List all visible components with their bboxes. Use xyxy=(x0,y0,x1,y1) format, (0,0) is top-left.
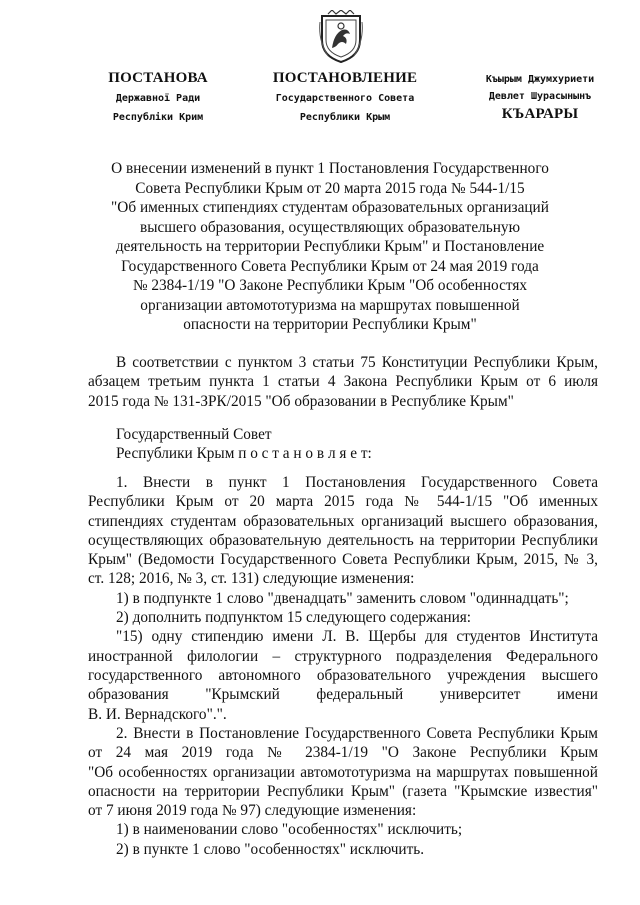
preamble xyxy=(88,353,598,411)
item-1 xyxy=(88,473,598,724)
header-left-line2: Республіки Крим xyxy=(112,112,204,123)
resolution-line: Республики Крым п о с т а н о в л я е т: xyxy=(116,445,372,463)
header-right-title: КЪАРАРЫ xyxy=(501,106,579,122)
title-line: организации автомототуризма на маршрутах повышенной xyxy=(140,296,520,314)
resolution-clause xyxy=(88,425,598,464)
item1-line: стипендиях студентам образовательных организаций высшего образования, xyxy=(88,512,598,530)
item1-subitem-2: 2) дополнить подпунктом 15 следующего содержания: xyxy=(116,609,472,627)
item1-quote-line: иностранной филологии – структурного подразделения Федерального xyxy=(88,647,598,665)
item2-line: опасности на территории Республики Крым" (газета "Крымские известия" xyxy=(88,782,598,800)
item1-line: осуществляющих образовательную деятельность на территории Республики xyxy=(88,531,598,549)
item2-line: от 7 июня 2019 года № 97) следующие изменения: xyxy=(88,802,417,820)
item1-quote-line: государственного автономного образовательного учреждения высшего xyxy=(88,666,598,684)
item-2 xyxy=(88,724,598,859)
header-russian xyxy=(250,70,440,125)
header-ukrainian xyxy=(78,70,238,125)
item1-quote-line: образования "Крымский федеральный университет имени xyxy=(88,686,598,704)
coat-of-arms-emblem xyxy=(318,10,364,64)
header-crimean-tatar xyxy=(460,70,620,123)
header-left-title: ПОСТАНОВА xyxy=(108,70,208,86)
header-right-line1: Къырым Джумхуриети xyxy=(485,74,595,85)
title-line: деятельность на территории Республики Крым" и Постановление xyxy=(115,238,545,255)
item2-line: от 24 мая 2019 года № 2384-1/19 "О Законе Республики Крым xyxy=(88,744,598,762)
resolution-line: Государственный Совет xyxy=(116,426,272,443)
header-center-line2: Республики Крым xyxy=(299,112,391,123)
header-left-line1: Державної Ради xyxy=(115,93,201,104)
title-line: О внесении изменений в пункт 1 Постановления Государственного xyxy=(111,160,549,177)
item1-line: ст. 128; 2016, № 3, ст. 131) следующие изменения: xyxy=(88,570,415,588)
title-line: Государственного Совета Республики Крым от 24 мая 2019 года xyxy=(121,257,539,275)
item1-line: Крым" (Ведомости Государственного Совета Республики Крым, 2015, № 3, xyxy=(88,551,598,569)
title-line: Совета Республики Крым от 20 марта 2015 года № 544-1/15 xyxy=(135,179,525,197)
document-title xyxy=(100,159,560,335)
item2-line: "Об особенностях организации автомототуризма на маршрутах повышенной xyxy=(88,763,598,781)
item2-line: 2. Внести в Постановление Государственного Совета Республики Крым xyxy=(116,725,598,742)
preamble-line: В соответствии с пунктом 3 статьи 75 Конституции Республики Крым, xyxy=(116,354,598,371)
item1-subitem-1: 1) в подпункте 1 слово "двенадцать" заменить словом "одиннадцать"; xyxy=(116,589,569,607)
title-line: высшего образования, осуществляющих образовательную xyxy=(139,218,521,236)
item1-quote-line: В. И. Вернадского".". xyxy=(88,705,227,723)
preamble-line: абзацем третьим пункта 1 статьи 4 Закона Республики Крым от 6 июля xyxy=(88,373,598,391)
item2-subitem-1: 1) в наименовании слово "особенностях" исключить; xyxy=(116,821,463,839)
preamble-line: 2015 года № 131-ЗРК/2015 "Об образовании в Республике Крым" xyxy=(88,392,514,410)
title-line: "Об именных стипендиях студентам образовательных организаций xyxy=(111,199,549,216)
title-line: опасности на территории Республики Крым" xyxy=(183,316,477,333)
header-center-line1: Государственного Совета xyxy=(275,93,415,104)
header-right-line2: Девлет Шурасынынъ xyxy=(488,91,592,102)
item1-line: 1. Внести в пункт 1 Постановления Государственного Совета xyxy=(116,474,598,491)
item1-quote-line: "15) одну стипендию имени Л. В. Щербы для студентов Института xyxy=(116,628,598,646)
item2-subitem-2: 2) в пункте 1 слово "особенностях" исключить. xyxy=(116,840,425,858)
header-center-title: ПОСТАНОВЛЕНИЕ xyxy=(272,70,418,86)
item1-line: Республики Крым от 20 марта 2015 года № 544-1/15 "Об именных xyxy=(88,493,598,511)
title-line: № 2384-1/19 "О Законе Республики Крым "Об особенностях xyxy=(132,277,528,294)
